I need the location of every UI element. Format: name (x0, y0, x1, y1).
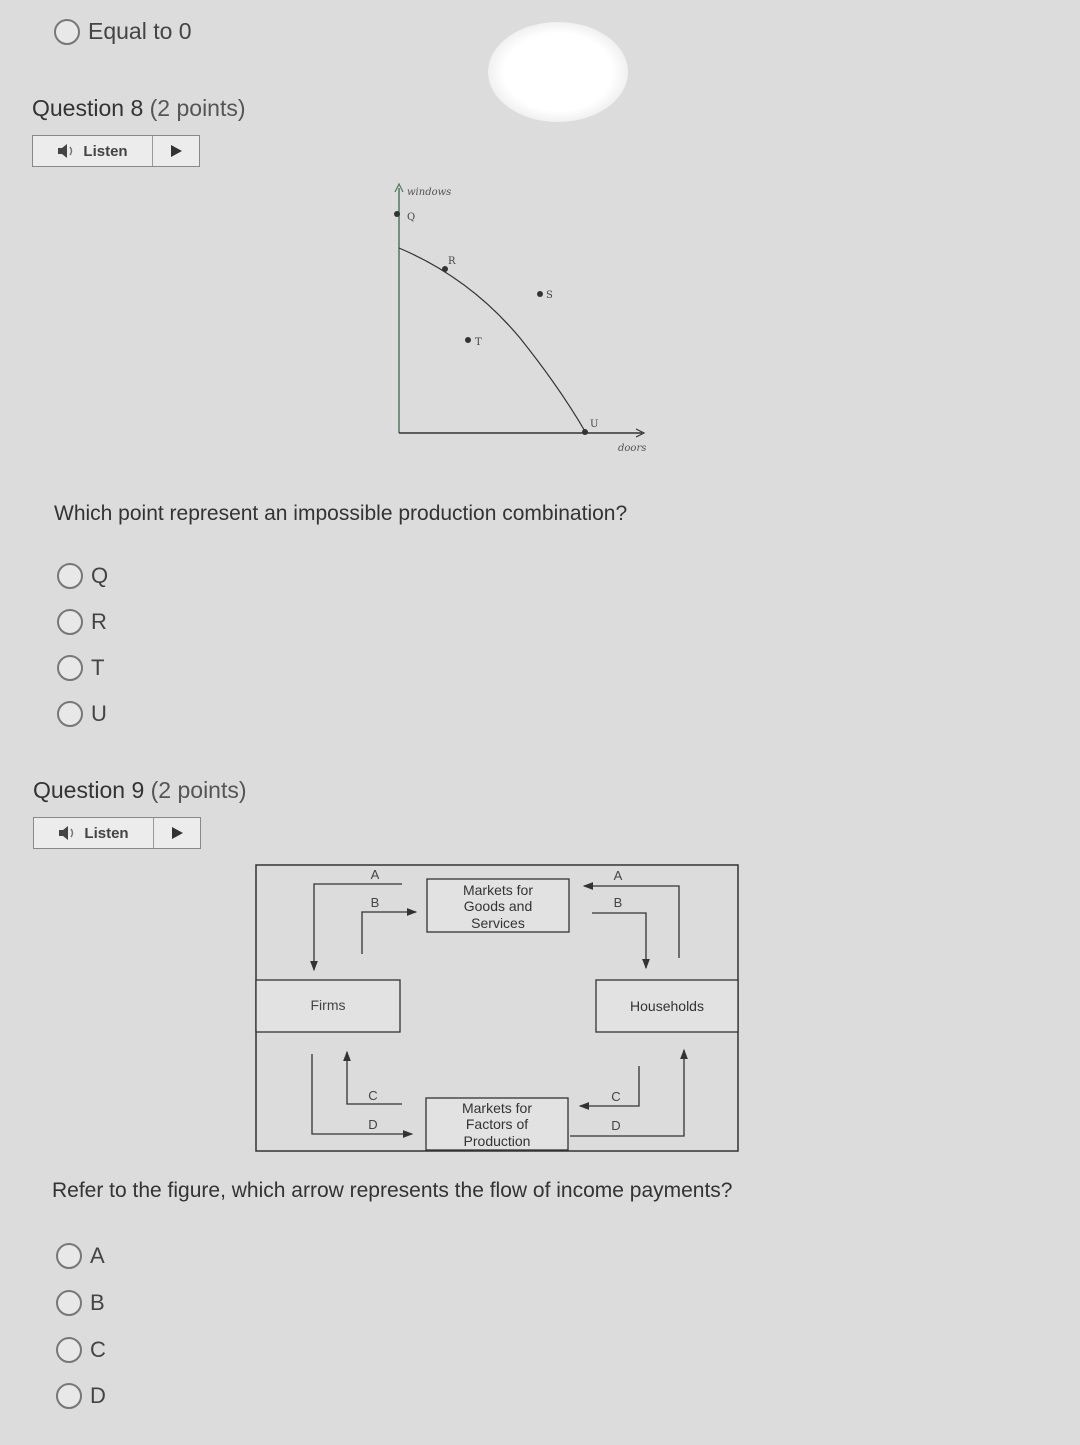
listen-button[interactable] (32, 135, 200, 167)
point-q (394, 211, 400, 217)
arrow-label-a-left: A (370, 867, 380, 882)
radio-button[interactable] (54, 19, 80, 45)
speaker-icon (57, 143, 79, 159)
option-label: U (91, 701, 107, 726)
circular-flow-diagram (254, 864, 742, 1154)
households-label: Households (630, 998, 704, 1014)
point-t-label: T (475, 337, 482, 348)
radio-button[interactable] (56, 1243, 82, 1269)
arrow-label-c-left: C (368, 1088, 378, 1103)
arrow-d-left (312, 1054, 412, 1134)
option-r[interactable] (57, 609, 107, 635)
radio-button[interactable] (57, 701, 83, 727)
speaker-icon (58, 825, 80, 841)
screen-glare (488, 22, 628, 122)
factor-market-line-3: Production (463, 1133, 531, 1149)
play-icon (170, 826, 184, 840)
question-points: (2 points) (149, 95, 246, 121)
listen-label: Listen (83, 142, 128, 160)
point-r-label: R (448, 256, 456, 267)
arrow-d-right (570, 1050, 684, 1136)
point-s-label: S (546, 290, 553, 301)
x-axis-label: doors (618, 443, 647, 454)
listen-label-area[interactable] (34, 818, 154, 848)
arrow-b-left (362, 912, 416, 954)
option-c[interactable] (56, 1337, 106, 1363)
point-s (537, 291, 543, 297)
question-9-title (33, 777, 247, 804)
arrow-label-d-right: D (611, 1118, 621, 1133)
option-d[interactable] (56, 1383, 106, 1409)
play-button[interactable] (154, 818, 200, 848)
factor-market-line-2: Factors of (465, 1116, 529, 1132)
option-label: Equal to 0 (88, 18, 192, 44)
radio-button[interactable] (57, 609, 83, 635)
option-label: B (90, 1290, 105, 1315)
arrow-c-right (580, 1066, 639, 1106)
ppf-graph (380, 178, 670, 458)
point-u (582, 429, 588, 435)
listen-label: Listen (84, 824, 129, 842)
radio-button[interactable] (57, 563, 83, 589)
arrow-label-d-left: D (368, 1117, 378, 1132)
option-label: Q (91, 563, 109, 588)
listen-button[interactable] (33, 817, 201, 849)
arrow-a-left (314, 884, 402, 970)
listen-label-area[interactable] (33, 136, 153, 166)
firms-label: Firms (310, 997, 346, 1013)
arrow-a-right (584, 886, 679, 958)
question-points: (2 points) (150, 777, 247, 803)
question-8-text: Which point represent an impossible production combination? (54, 502, 628, 525)
point-t (465, 337, 471, 343)
arrow-label-c-right: C (611, 1089, 621, 1104)
arrow-label-b-left: B (370, 895, 380, 910)
ppf-curve (399, 248, 586, 433)
option-t[interactable] (57, 655, 104, 681)
option-label: R (91, 609, 107, 634)
radio-button[interactable] (57, 655, 83, 681)
option-label: D (90, 1383, 106, 1408)
option-label: A (90, 1243, 105, 1268)
option-equal-to-0[interactable] (54, 18, 192, 45)
option-label: T (91, 655, 105, 680)
goods-market-line-1: Markets for (462, 882, 534, 898)
question-number: Question 8 (32, 95, 144, 121)
factor-market-line-1: Markets for (461, 1100, 533, 1116)
arrow-label-b-right: B (613, 895, 623, 910)
arrow-label-a-right: A (613, 868, 623, 883)
goods-market-line-2: Goods and (463, 898, 533, 914)
play-button[interactable] (153, 136, 199, 166)
option-u[interactable] (57, 701, 107, 727)
question-9-text: Refer to the figure, which arrow represents the flow of income payments? (52, 1179, 733, 1202)
play-icon (169, 144, 183, 158)
goods-market-line-3: Services (471, 915, 525, 931)
point-q-label: Q (407, 212, 416, 223)
y-axis-label: windows (407, 187, 452, 198)
question-8-title (32, 95, 246, 122)
radio-button[interactable] (56, 1337, 82, 1363)
question-number: Question 9 (33, 777, 145, 803)
option-b[interactable] (56, 1290, 105, 1316)
point-u-label: U (590, 419, 599, 430)
radio-button[interactable] (56, 1290, 82, 1316)
option-q[interactable] (57, 563, 108, 589)
arrow-b-right (592, 913, 646, 968)
option-label: C (90, 1337, 106, 1362)
option-a[interactable] (56, 1243, 105, 1269)
radio-button[interactable] (56, 1383, 82, 1409)
